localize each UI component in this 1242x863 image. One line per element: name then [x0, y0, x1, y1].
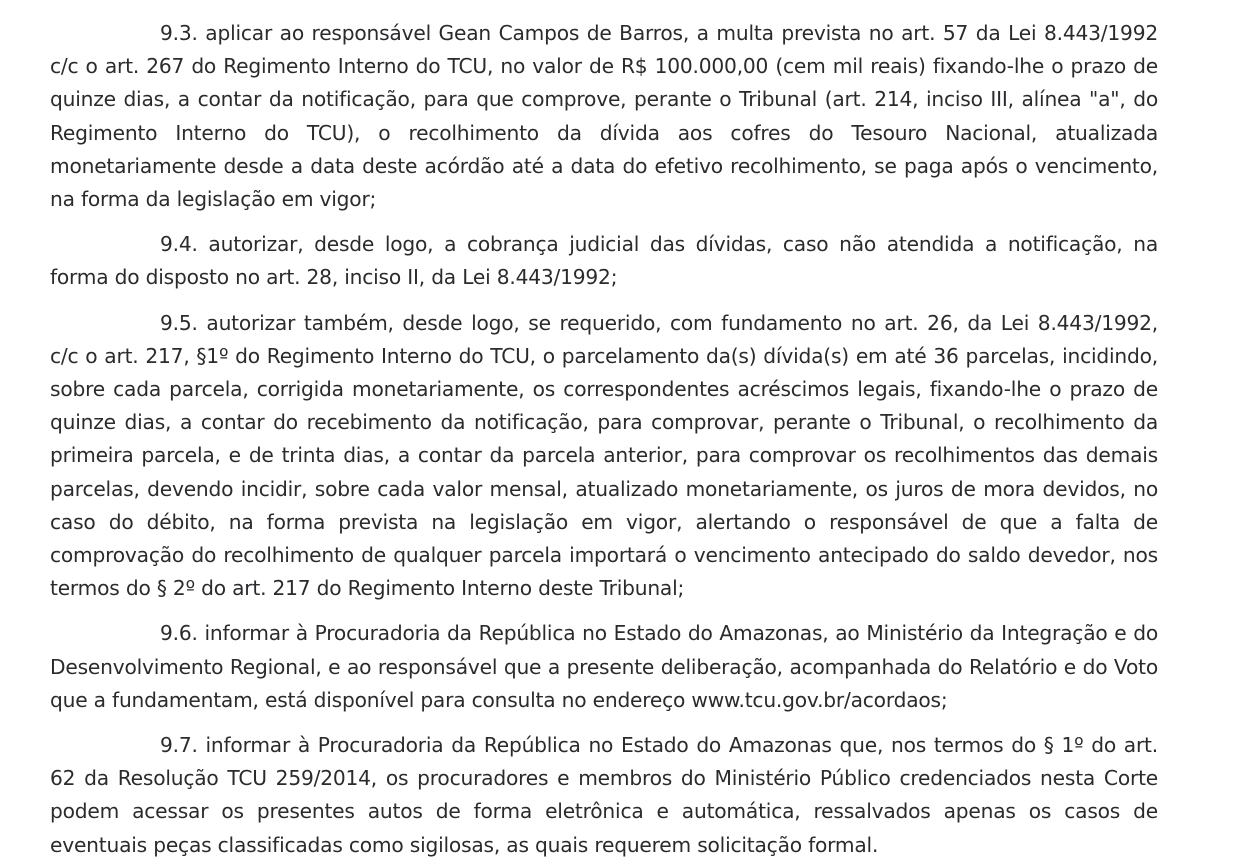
paragraph-9-5: 9.5. autorizar também, desde logo, se requerido, com fundamento no art. 26, da Lei 8.443/1992, c/c o art. 217, §1º do Regimento Interno do TCU, o parcelamento da(s) dívida(s) em até 36 parcelas, incidindo, sobre cada parcela, corrigida monetariamente, os correspondentes acréscimos legais, fixando-lhe o prazo de quinze dias, a contar do recebimento da notificação, para comprovar, perante o Tribunal, o recolhimento da primeira parcela, e de trinta dias, a contar da parcela anterior, para comprovar os recolhimentos das demais parcelas, devendo incidir, sobre cada valor mensal, atualizado monetariamente, os juros de mora devidos, no caso do débito, na forma prevista na legislação em vigor, alertando o responsável de que a falta de comprovação do recolhimento de qualquer parcela importará o vencimento antecipado do saldo devedor, nos termos do § 2º do art. 217 do Regimento Interno deste Tribunal; — [50, 310, 1158, 601]
paragraph-9-6: 9.6. informar à Procuradoria da República no Estado do Amazonas, ao Ministério da Integração e do Desenvolvimento Regional, e ao responsável que a presente deliberação, acompanhada do Relatório e do Voto que a fundamentam, está disponível para consulta no endereço www.tcu.gov.br/acordaos; — [50, 621, 1158, 712]
paragraph-9-7: 9.7. informar à Procuradoria da República no Estado do Amazonas que, nos termos do § 1º do art. 62 da Resolução TCU 259/2014, os procuradores e membros do Ministério Público credenciados nesta Corte podem acessar os presentes autos de forma eletrônica e automática, ressalvados apenas os casos de eventuais peças classificadas como sigilosas, as quais requerem solicitação formal. — [50, 733, 1158, 857]
paragraph-9-4: 9.4. autorizar, desde logo, a cobrança judicial das dívidas, caso não atendida a notificação, na forma do disposto no art. 28, inciso II, da Lei 8.443/1992; — [50, 232, 1158, 290]
document-body — [50, 17, 1158, 862]
paragraph-9-3: 9.3. aplicar ao responsável Gean Campos de Barros, a multa prevista no art. 57 da Lei 8.443/1992 c/c o art. 267 do Regimento Interno do TCU, no valor de R$ 100.000,00 (cem mil reais) fixando-lhe o prazo de quinze dias, a contar da notificação, para que comprove, perante o Tribunal (art. 214, inciso III, alínea "a", do Regimento Interno do TCU), o recolhimento da dívida aos cofres do Tesouro Nacional, atualizada monetariamente desde a data deste acórdão até a data do efetivo recolhimento, se paga após o vencimento, na forma da legislação em vigor; — [50, 21, 1158, 212]
